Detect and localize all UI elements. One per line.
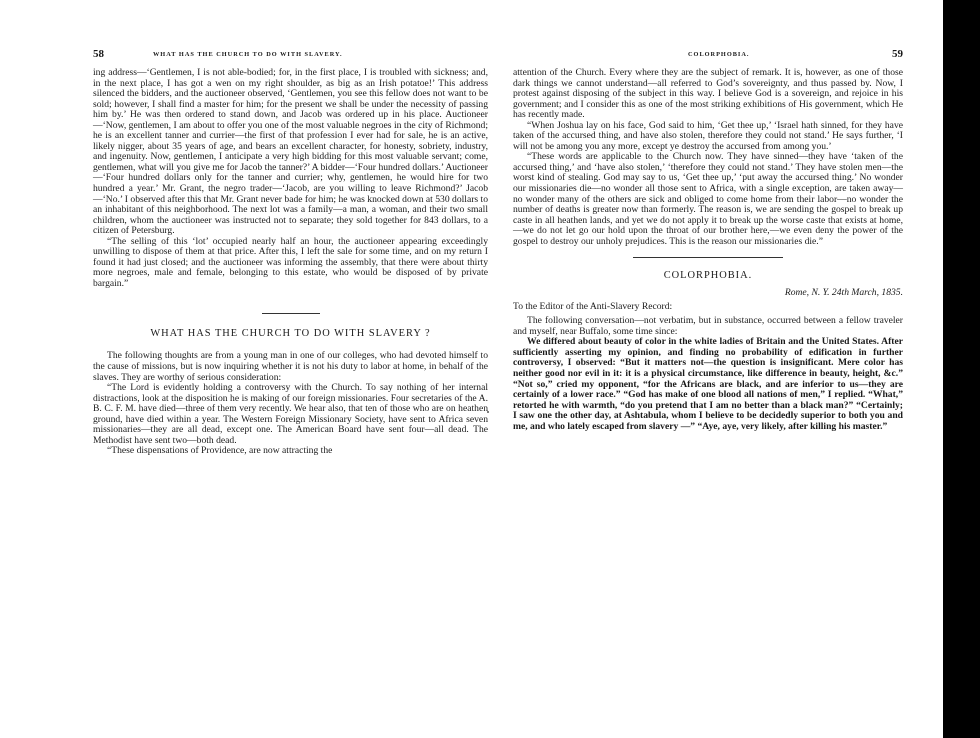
right-body bbox=[513, 68, 903, 247]
dateline: Rome, N. Y. 24th March, 1835. bbox=[784, 287, 903, 299]
left-page bbox=[93, 48, 488, 457]
right-running-head bbox=[513, 48, 903, 68]
left-section-paragraph-2: “The Lord is evidently holding a controversy with the Church. To say nothing of her internal distractions, look at the disposition he is making of our foreign missionaries. Four secretaries of the A. B. C. F. M. have died—three of them very recently. We hear also, that ten of those who are on heathen ground, have died within a year. The Western Foreign Missionary Society, have sent to Africa seven missionaries—they are all dead, except one. The American Board have sent four—all dead. The Methodist have sent two—both dead. bbox=[93, 382, 488, 446]
right-section-paragraph-1: The following conversation—not verbatim, but in substance, occurred between a fellow traveler and myself, near Buffalo, some time since: bbox=[513, 315, 903, 337]
addressee: To the Editor of the Anti-Slavery Record: bbox=[513, 301, 673, 313]
right-page bbox=[513, 48, 903, 432]
left-paragraph-2: “The selling of this ‘lot’ occupied nearly half an hour, the auctioneer appearing exceedingly unwilling to dispose of them at that price. After this, I left the sale for some time, and on my return I found it had just closed; and the auctioneer was informing the assembly, that there were about thirty more negroes, male and female, belonging to this estate, who would be disposed of by private bargain.” bbox=[93, 235, 488, 289]
right-paragraph-3: “These words are applicable to the Church now. They have sinned—they have ‘taken of the accursed thing,’ and ‘have also stolen,’ ‘therefore they could not stand.’ They have stolen men—the worst kind of stealing. God may say to us, ‘Get thee up,’ ‘put away the accursed thing.’ No wonder our missionaries die—no wonder all those sent to Africa, with a single exception, are taken away—no wonder many of the others are sick and obliged to come home from their labor—no wonder the number of deaths is greater now than formerly. The reason is, we are sending the gospel to break up caste in all heathen lands, and yet we do not apply it to break up the worse caste that exists at home,—we do not let go our hold upon the throat of our brother here,—we even deny the power of the gospel to destroy our unholy prejudices. This is the reason our missionaries die.” bbox=[513, 151, 903, 247]
left-paragraph-1: ing address—‘Gentlemen, I is not able-bodied; for, in the first place, I is troubled with sickness; and, in the next place, I has got a wen on my right shoulder, as big as an Irish potatoe!’ This address silenced the bidders, and the auctioneer observed, ‘Gentlemen, you see this fellow does not want to be sold; however, I shall find a master for him; for the present we shall be under the necessity of passing him by.’ He was then ordered to stand down, and Jacob was ordered up in his place. Auctioneer—‘Now, gentlemen, I am about to offer you one of the most valuable negroes in the city of Richmond; he is an excellent tanner and currier—the first of that profession I ever had for sale, he is an active, likely nigger, about 35 years of age, and bears an excellent character, for honesty, sobriety, industry, and ingenuity. Now, gentlemen, I anticipate a very high bidding for this most valuable servant; come, gentlemen, what will you give me for Jacob the tanner?’ A bidder—‘Four hundred dollars.’ Auctioneer—‘Four hundred dollars only for the tanner and currier; why, gentlemen, he would hire for two hundred a year.’ Mr. Grant, the negro trader—‘Jacob, are you willing to leave Richmond?’ Jacob—‘No.’ I observed after this that Mr. Grant never bade for him; he was knocked down at 530 dollars to an inhabitant of this neighborhood. The next lot was a family—a man, a woman, and their two small children, whom the auctioneer was instructed not to separate; they sold together for 843 dollars, to a citizen of Petersburg. bbox=[93, 67, 488, 237]
left-page-number: 58 bbox=[93, 48, 104, 60]
right-paragraph-1: attention of the Church. Every where they are the subject of remark. It is, however, as one of those dark things we cannot understand—all referred to God’s sovereignty, and thus passed by. Now, I protest against disposing of the subject in this way. I believe God is a sovereign, and rejoice in his government; and I consider this as one of the most striking exhibitions of His government, which He has recently made. bbox=[513, 67, 903, 121]
left-running-title: WHAT HAS THE CHURCH TO DO WITH SLAVERY. bbox=[153, 51, 343, 58]
right-page-number: 59 bbox=[892, 48, 903, 60]
scan-edge-strip bbox=[943, 0, 980, 738]
right-section-body bbox=[513, 316, 903, 432]
left-running-head bbox=[93, 48, 488, 68]
left-section-title: WHAT HAS THE CHURCH TO DO WITH SLAVERY ? bbox=[150, 328, 431, 340]
left-section-body bbox=[93, 351, 488, 456]
left-section-paragraph-3: “These dispensations of Providence, are now attracting the bbox=[107, 445, 333, 457]
right-section-paragraph-2: We differed about beauty of color in the white ladies of Britain and the United States. After sufficiently asserting my opinion, and finding no probability of edification in further controversy, I observed: “But it matters not—the question is insignificant. Mere color has neither good nor evil in it: it is a physical circumstance, like difference in beauty, height, &c.” “Not so,” cried my opponent, “for the Africans are black, and are inferior to us—they are certainly of a lower race.” “God has make of one blood all nations of men,” I replied. “What,” retorted he with warmth, “do you pretend that I am no better than a black man?” “Certainly; I saw one the other day, at Ashtabula, whom I believe to be decidedly superior to both you and me, and who lately escaped from slavery —” “Aye, aye, very likely, after killing his master.” bbox=[513, 336, 903, 432]
right-paragraph-2: “When Joshua lay on his face, God said to him, ‘Get thee up,’ ‘Israel hath sinned, for they have taken of the accursed thing, and have also stolen, therefore they could not stand.’ He says further, ‘I will not be among you any more, except ye destroy the accursed from among you.’ bbox=[513, 119, 903, 152]
right-running-title: COLORPHOBIA. bbox=[688, 51, 750, 58]
left-body bbox=[93, 68, 488, 289]
left-section-paragraph-1: The following thoughts are from a young man in one of our colleges, who had devoted himself to the cause of missions, but is now inquiring whether it is not his duty to labor at home, in behalf of the slaves. They are worthy of serious consideration: bbox=[93, 350, 488, 383]
right-section-title: COLORPHOBIA. bbox=[663, 270, 753, 282]
